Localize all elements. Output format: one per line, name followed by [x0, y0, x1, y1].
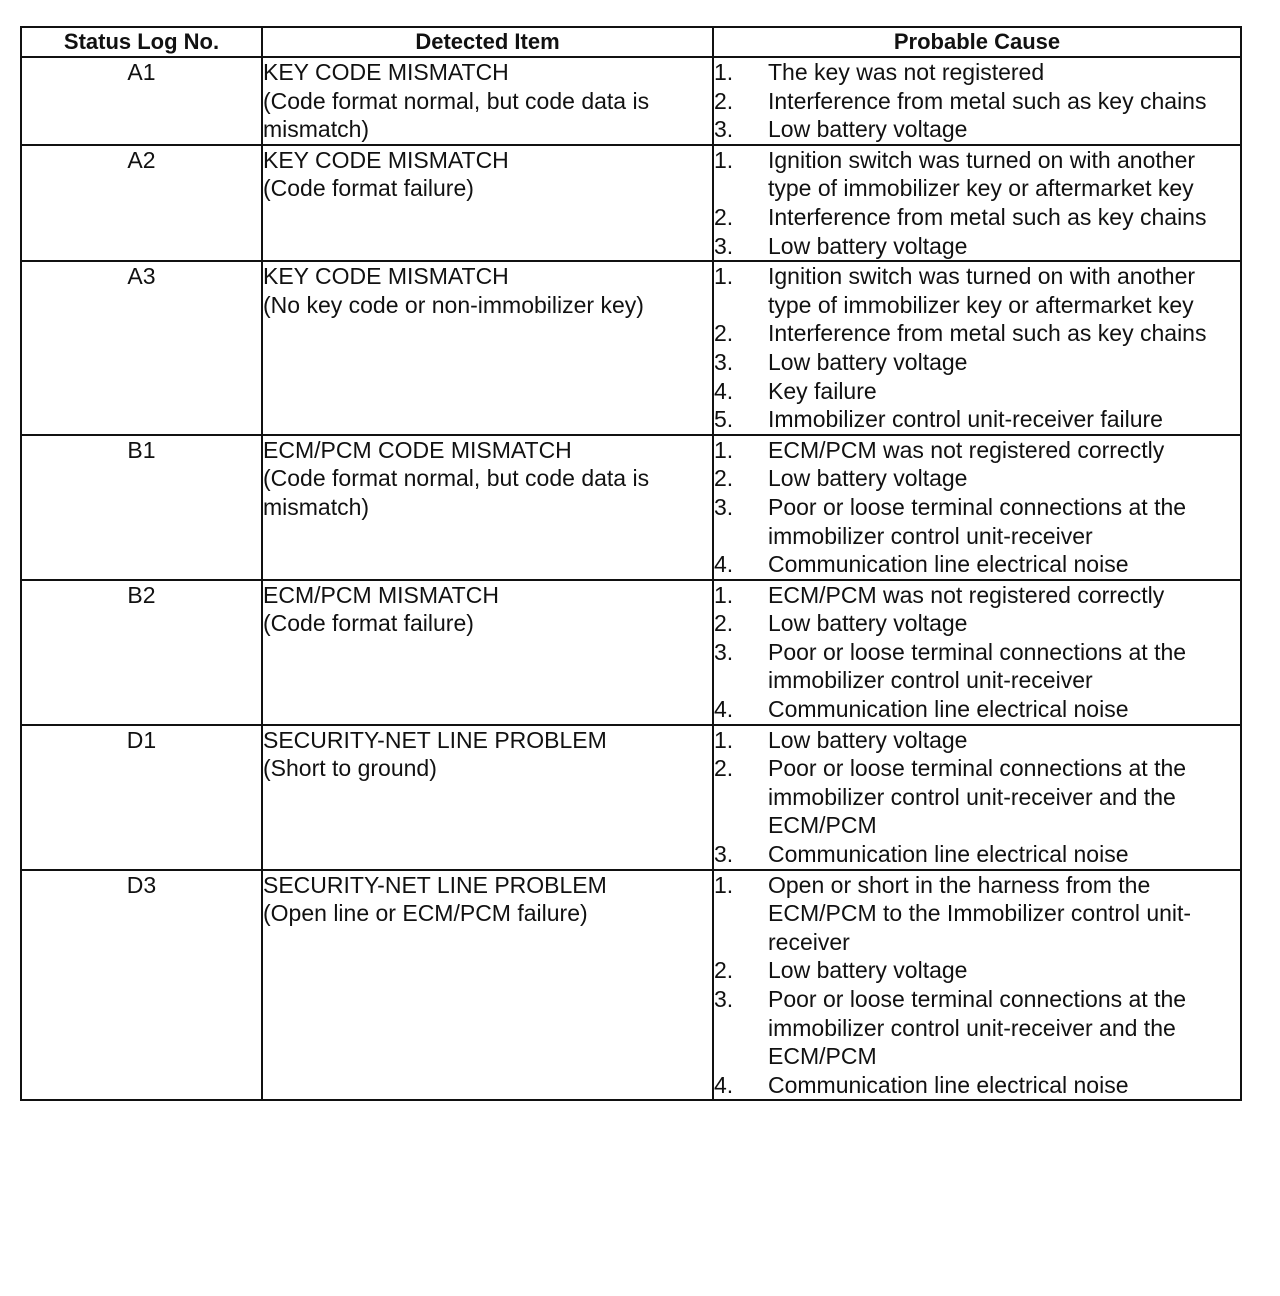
cause-text: Communication line electrical noise — [768, 841, 1129, 868]
cause-text: Low battery voltage — [768, 348, 968, 375]
header-row — [21, 27, 1241, 57]
probable-cause-list — [714, 581, 1240, 724]
status-log-number: B2 — [21, 580, 262, 725]
table-row — [21, 57, 1241, 145]
probable-cause-cell — [713, 870, 1241, 1101]
cause-text: Key failure — [768, 377, 877, 404]
cause-item — [714, 609, 1240, 638]
cause-number: 3. — [714, 116, 734, 143]
header-probable-cause: Probable Cause — [713, 27, 1241, 57]
cause-number: 1. — [714, 436, 734, 463]
detected-item-title: KEY CODE MISMATCH — [263, 59, 509, 85]
cause-item — [714, 871, 1240, 957]
header-status-log-no: Status Log No. — [21, 27, 262, 57]
cause-item — [714, 405, 1240, 434]
cause-number: 4. — [714, 696, 734, 723]
cause-text: Interference from metal such as key chains — [768, 320, 1207, 347]
probable-cause-cell — [713, 145, 1241, 261]
cause-item — [714, 754, 1240, 840]
detected-item-title: KEY CODE MISMATCH — [263, 146, 509, 173]
status-log-number: A3 — [21, 261, 262, 435]
cause-number: 1. — [714, 146, 734, 173]
table-row — [21, 261, 1241, 435]
cause-text: Low battery voltage — [768, 465, 968, 492]
detected-item — [262, 261, 713, 435]
cause-item — [714, 985, 1240, 1071]
cause-item — [714, 695, 1240, 724]
cause-number: 2. — [714, 465, 734, 492]
cause-item — [714, 550, 1240, 579]
probable-cause-cell — [713, 261, 1241, 435]
cause-text: Immobilizer control unit-receiver failure — [768, 406, 1163, 433]
probable-cause-cell — [713, 725, 1241, 870]
cause-number: 3. — [714, 638, 734, 665]
probable-cause-list — [714, 436, 1240, 579]
cause-text: The key was not registered — [768, 59, 1045, 85]
probable-cause-list — [714, 871, 1240, 1100]
cause-number: 5. — [714, 406, 734, 433]
cause-number: 3. — [714, 986, 734, 1012]
cause-number: 2. — [714, 957, 734, 984]
cause-text: Poor or loose terminal connections at the immobilizer control unit-receiver — [768, 638, 1187, 694]
cause-text: Open or short in the harness from the ECM/PCM to the Immobilizer control unit-receiver — [768, 871, 1192, 955]
cause-text: Low battery voltage — [768, 116, 968, 143]
table-row — [21, 435, 1241, 580]
detected-item — [262, 870, 713, 1101]
cause-number: 2. — [714, 755, 734, 782]
cause-item — [714, 464, 1240, 493]
cause-item — [714, 203, 1240, 232]
probable-cause-cell — [713, 57, 1241, 145]
cause-text: Communication line electrical noise — [768, 1071, 1129, 1098]
status-log-number: A1 — [21, 57, 262, 145]
cause-text: Communication line electrical noise — [768, 551, 1129, 578]
probable-cause-list — [714, 726, 1240, 869]
cause-number: 1. — [714, 726, 734, 753]
detected-item — [262, 57, 713, 145]
cause-item — [714, 377, 1240, 406]
cause-text: Communication line electrical noise — [768, 696, 1129, 723]
table-row — [21, 870, 1241, 1101]
cause-text: Low battery voltage — [768, 957, 968, 984]
table-row — [21, 580, 1241, 725]
cause-number: 2. — [714, 203, 734, 230]
detected-item-description: (Open line or ECM/PCM failure) — [263, 900, 588, 927]
detected-item — [262, 145, 713, 261]
status-log-number: B1 — [21, 435, 262, 580]
probable-cause-list — [714, 146, 1240, 260]
detected-item-description: (No key code or non-immobilizer key) — [263, 291, 644, 318]
cause-text: Poor or loose terminal connections at the immobilizer control unit-receiver — [768, 493, 1187, 549]
detected-item-description: (Code format normal, but code data is mismatch) — [263, 465, 650, 520]
cause-text: ECM/PCM was not registered correctly — [768, 436, 1165, 463]
cause-number: 3. — [714, 493, 734, 520]
detected-item-title: ECM/PCM MISMATCH — [263, 581, 499, 608]
cause-item — [714, 87, 1240, 116]
cause-item — [714, 232, 1240, 261]
probable-cause-cell — [713, 435, 1241, 580]
cause-item — [714, 115, 1240, 144]
detected-item-title: KEY CODE MISMATCH — [263, 263, 509, 290]
detected-item-description: (Short to ground) — [263, 755, 437, 782]
cause-text: Low battery voltage — [768, 726, 968, 753]
detected-item-description: (Code format failure) — [263, 610, 474, 637]
cause-number: 1. — [714, 59, 734, 85]
cause-item — [714, 319, 1240, 348]
table-row — [21, 725, 1241, 870]
cause-item — [714, 1071, 1240, 1100]
detected-item-description: (Code format failure) — [263, 175, 474, 202]
cause-item — [714, 146, 1240, 203]
header-detected-item: Detected Item — [262, 27, 713, 57]
cause-item — [714, 348, 1240, 377]
cause-number: 4. — [714, 551, 734, 578]
detected-item-title: SECURITY-NET LINE PROBLEM — [263, 726, 607, 753]
status-log-number: D3 — [21, 870, 262, 1101]
cause-item — [714, 726, 1240, 755]
cause-text: Interference from metal such as key chains — [768, 203, 1207, 230]
cause-text: Low battery voltage — [768, 610, 968, 637]
cause-text: Poor or loose terminal connections at the immobilizer control unit-receiver and the ECM/PCM — [768, 986, 1187, 1070]
cause-number: 3. — [714, 841, 734, 868]
cause-number: 4. — [714, 1071, 734, 1098]
cause-item — [714, 262, 1240, 319]
cause-text: Ignition switch was turned on with another type of immobilizer key or aftermarket key — [768, 146, 1196, 202]
detected-item-description: (Code format normal, but code data is mismatch) — [263, 87, 650, 143]
cause-number: 1. — [714, 263, 734, 290]
cause-number: 2. — [714, 320, 734, 347]
cause-number: 2. — [714, 610, 734, 637]
status-log-number: A2 — [21, 145, 262, 261]
cause-text: Poor or loose terminal connections at the immobilizer control unit-receiver and the ECM/PCM — [768, 755, 1187, 839]
detected-item — [262, 725, 713, 870]
table-row — [21, 145, 1241, 261]
cause-text: Ignition switch was turned on with another type of immobilizer key or aftermarket key — [768, 263, 1196, 318]
status-log-table — [20, 26, 1242, 1101]
cause-item — [714, 436, 1240, 465]
cause-item — [714, 493, 1240, 550]
cause-number: 3. — [714, 348, 734, 375]
table-body — [21, 57, 1241, 1100]
cause-number: 1. — [714, 581, 734, 608]
cause-text: Interference from metal such as key chains — [768, 87, 1207, 114]
probable-cause-list — [714, 262, 1240, 434]
detected-item — [262, 435, 713, 580]
cause-text: ECM/PCM was not registered correctly — [768, 581, 1165, 608]
detected-item-title: SECURITY-NET LINE PROBLEM — [263, 871, 607, 898]
probable-cause-cell — [713, 580, 1241, 725]
cause-item — [714, 58, 1240, 87]
cause-number: 2. — [714, 87, 734, 114]
cause-text: Low battery voltage — [768, 232, 968, 259]
detected-item — [262, 580, 713, 725]
detected-item-title: ECM/PCM CODE MISMATCH — [263, 436, 572, 463]
status-log-number: D1 — [21, 725, 262, 870]
cause-item — [714, 581, 1240, 610]
cause-number: 3. — [714, 232, 734, 259]
probable-cause-list — [714, 58, 1240, 144]
cause-item — [714, 840, 1240, 869]
cause-item — [714, 956, 1240, 985]
cause-number: 1. — [714, 871, 734, 898]
cause-number: 4. — [714, 377, 734, 404]
cause-item — [714, 638, 1240, 695]
